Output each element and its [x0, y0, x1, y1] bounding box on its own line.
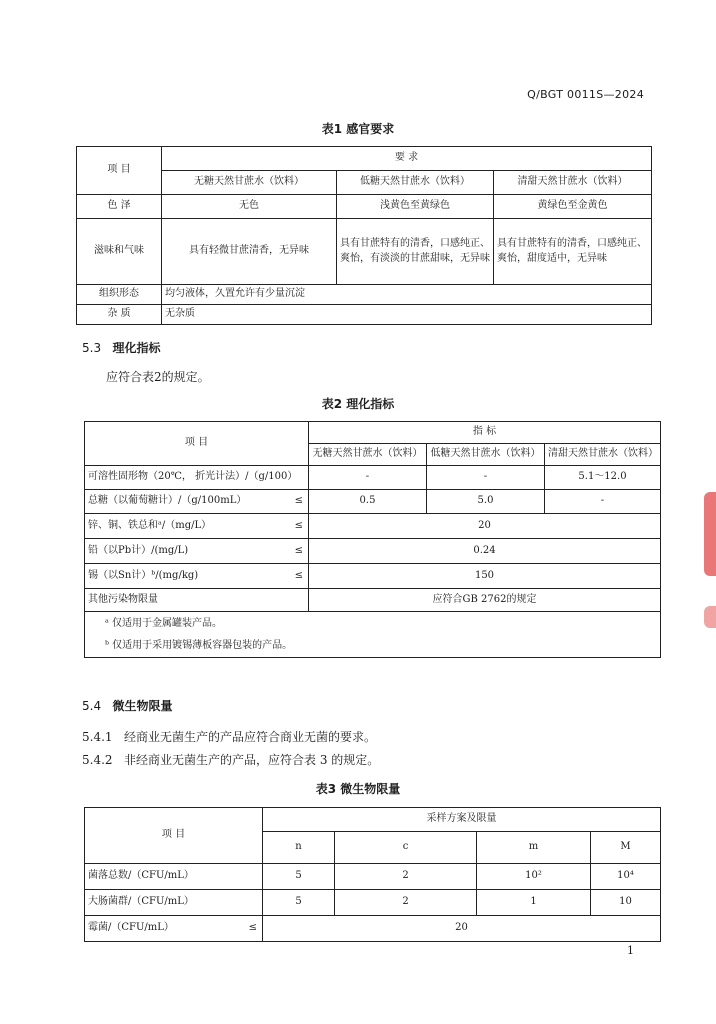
- table2-note-b: ᵇ 仅适用于采用镀锡薄板容器包装的产品。: [85, 636, 661, 658]
- table1-col-3: 清甜天然甘蔗水（饮料）: [494, 171, 652, 195]
- para-number: 5.4.2: [82, 753, 113, 767]
- page-number: 1: [627, 944, 634, 957]
- section-5-3-text: 应符合表2的规定。: [106, 370, 210, 384]
- table-row: [77, 219, 652, 285]
- para-text: 非经商业无菌生产的产品，应符合表 3 的规定。: [124, 753, 380, 767]
- table-row: [85, 490, 661, 514]
- row-label: [85, 539, 309, 564]
- table3-col-m: m: [477, 832, 591, 864]
- table-cell: 均匀液体，久置允许有少量沉淀: [162, 285, 652, 305]
- table-cell: 1: [477, 890, 591, 916]
- row-label-text: 锌、铜、铁总和ᵃ/（mg/L）: [88, 519, 212, 531]
- table3-col-n: n: [263, 832, 335, 864]
- seal-fragment: [704, 606, 716, 628]
- sensory-table: [76, 146, 652, 325]
- le-symbol: ≤: [294, 544, 303, 556]
- table-cell: -: [545, 490, 661, 514]
- row-label: [85, 514, 309, 539]
- row-label-text: 锡（以Sn计）ᵇ/(mg/kg): [88, 569, 199, 581]
- table3-caption: 表3 微生物限量: [315, 782, 401, 796]
- table-cell: 具有甘蔗特有的清香，口感纯正、爽怡，有淡淡的甘蔗甜味，无异味: [337, 219, 494, 285]
- table-row: [85, 589, 661, 612]
- table-cell: 10⁴: [591, 864, 661, 890]
- table-cell: 2: [335, 890, 477, 916]
- row-label-text: 总糖（以葡萄糖计）/（g/100mL）: [88, 495, 247, 507]
- table-cell: 5.1～12.0: [545, 466, 661, 490]
- physchem-table: [84, 421, 661, 658]
- table-cell: 无色: [162, 195, 337, 219]
- table-row: [85, 890, 661, 916]
- row-label: 色 泽: [77, 195, 162, 219]
- standard-code: Q/BGT 0011S—2024: [527, 88, 644, 101]
- table1-header-item: 项 目: [77, 147, 162, 195]
- row-label: [85, 916, 263, 942]
- table3-col-M: M: [591, 832, 661, 864]
- row-label-text: 霉菌/（CFU/mL）: [88, 922, 174, 934]
- table-cell: 20: [309, 514, 661, 539]
- table3-header-item: 项 目: [85, 808, 263, 864]
- micro-table: [84, 807, 661, 942]
- section-title: 微生物限量: [112, 699, 173, 713]
- para-5-4-1: [82, 728, 376, 745]
- row-label: [85, 490, 309, 514]
- table-row: [85, 864, 661, 890]
- row-label: 滋味和气味: [77, 219, 162, 285]
- section-number: 5.3: [82, 341, 102, 355]
- table-cell: 2: [335, 864, 477, 890]
- table2-col-2: 低糖天然甘蔗水（饮料）: [427, 444, 545, 466]
- table-cell: 具有甘蔗特有的清香，口感纯正、爽怡，甜度适中，无异味: [494, 219, 652, 285]
- table-cell: 应符合GB 2762的规定: [309, 589, 661, 612]
- table-row: [85, 564, 661, 589]
- para-text: 经商业无菌生产的产品应符合商业无菌的要求。: [124, 730, 377, 744]
- table-row: [77, 305, 652, 325]
- table2-col-3: 清甜天然甘蔗水（饮料）: [545, 444, 661, 466]
- section-5-3-heading: [82, 339, 161, 356]
- row-label: 其他污染物限量: [85, 589, 309, 612]
- section-number: 5.4: [82, 699, 102, 713]
- table-row: [85, 514, 661, 539]
- table-cell: 10: [591, 890, 661, 916]
- le-symbol: ≤: [294, 519, 303, 531]
- table-cell: 5.0: [427, 490, 545, 514]
- table2-header-idx: 指 标: [309, 422, 661, 444]
- table-cell: 5: [263, 890, 335, 916]
- seal-fragment: [704, 492, 716, 576]
- table2-note-a: ᵃ 仅适用于金属罐装产品。: [85, 612, 661, 636]
- table-cell: -: [309, 466, 427, 490]
- table3-header-plan: 采样方案及限量: [263, 808, 661, 832]
- table1-caption: 表1 感官要求: [321, 122, 395, 136]
- table1-header-req: 要 求: [162, 147, 652, 171]
- row-label: 大肠菌群/（CFU/mL）: [85, 890, 263, 916]
- table-cell: 无杂质: [162, 305, 652, 325]
- table-cell: 黄绿色至金黄色: [494, 195, 652, 219]
- table-row: [85, 466, 661, 490]
- le-symbol: ≤: [294, 569, 303, 581]
- table-row: [85, 539, 661, 564]
- table1-col-1: 无糖天然甘蔗水（饮料）: [162, 171, 337, 195]
- table-row: [85, 916, 661, 942]
- table-cell: 150: [309, 564, 661, 589]
- table2-caption: 表2 理化指标: [321, 397, 395, 411]
- para-number: 5.4.1: [82, 730, 113, 744]
- table-cell: 0.24: [309, 539, 661, 564]
- table-cell: 5: [263, 864, 335, 890]
- row-label: 组织形态: [77, 285, 162, 305]
- le-symbol: ≤: [294, 495, 303, 507]
- le-symbol: ≤: [248, 922, 257, 934]
- section-title: 理化指标: [112, 341, 161, 355]
- table-cell: 具有轻微甘蔗清香，无异味: [162, 219, 337, 285]
- table2-col-1: 无糖天然甘蔗水（饮料）: [309, 444, 427, 466]
- table2-header-item: 项 目: [85, 422, 309, 466]
- table-cell: 10²: [477, 864, 591, 890]
- section-5-4-heading: [82, 697, 173, 714]
- table-cell: 浅黄色至黄绿色: [337, 195, 494, 219]
- row-label: 可溶性固形物（20℃， 折光计法）/（g/100）: [85, 466, 309, 490]
- row-label: 菌落总数/（CFU/mL）: [85, 864, 263, 890]
- row-label: [85, 564, 309, 589]
- table3-col-c: c: [335, 832, 477, 864]
- row-label: 杂 质: [77, 305, 162, 325]
- row-label-text: 铅（以Pb计）/(mg/L): [88, 544, 189, 556]
- table-cell: 0.5: [309, 490, 427, 514]
- table-cell: -: [427, 466, 545, 490]
- table1-col-2: 低糖天然甘蔗水（饮料）: [337, 171, 494, 195]
- table-cell: 20: [263, 916, 661, 942]
- table-row: [77, 195, 652, 219]
- table-row: [77, 285, 652, 305]
- para-5-4-2: [82, 751, 379, 768]
